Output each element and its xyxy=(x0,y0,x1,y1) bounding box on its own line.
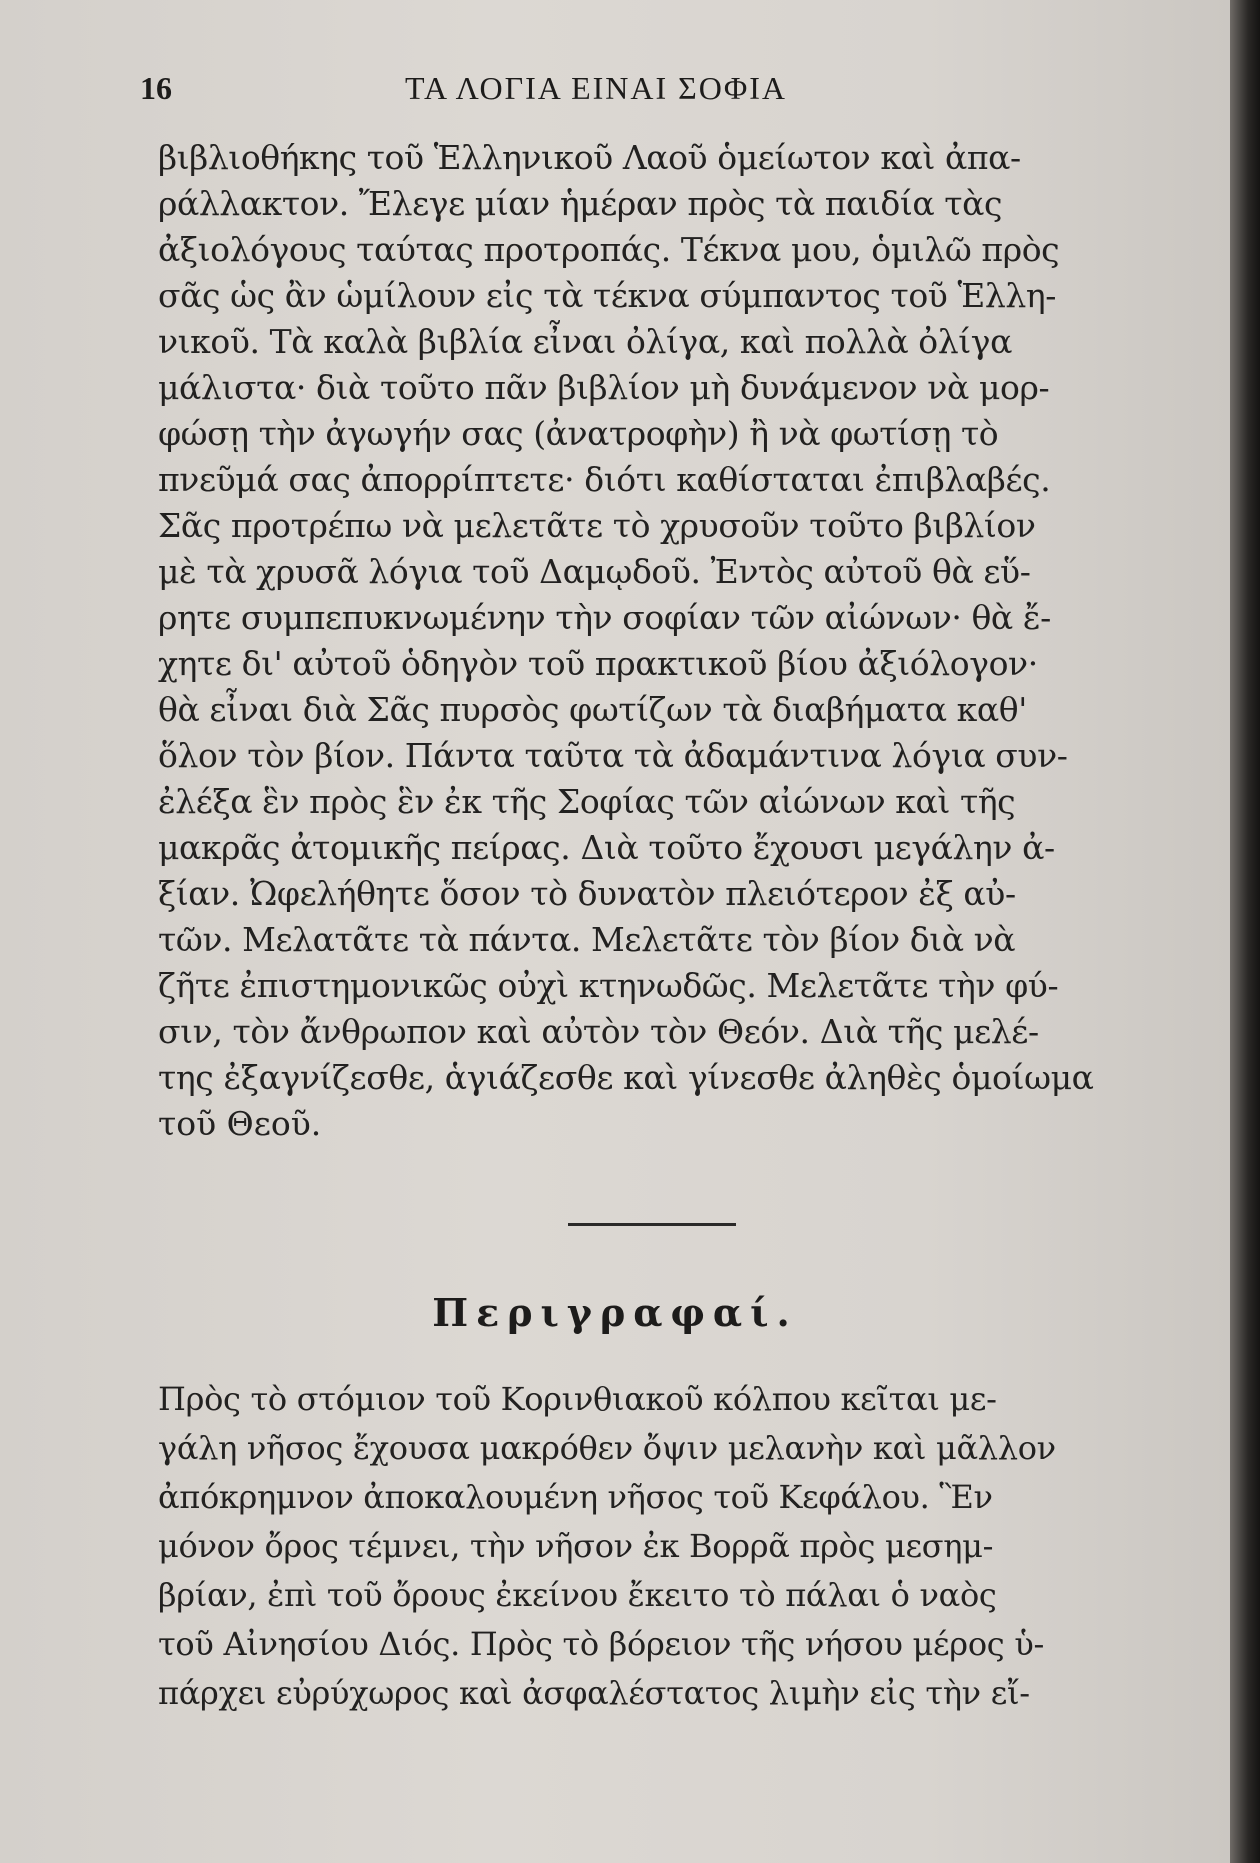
text-line: γάλη νῆσος ἔχουσα μακρόθεν ὄψιν μελανὴν καὶ μᾶλλον xyxy=(158,1429,1056,1467)
body-text xyxy=(158,135,1138,1147)
section-heading: Περιγραφαί. xyxy=(432,1290,798,1335)
text-line: Πρὸς τὸ στόμιον τοῦ Κορινθιακοῦ κόλπου κεῖται με- xyxy=(158,1380,997,1418)
running-head xyxy=(140,70,1140,120)
text-line: πάρχει εὐρύχωρος καὶ ἀσφαλέστατος λιμὴν εἰς τὴν εἴ- xyxy=(158,1674,1030,1712)
text-line: μάλιστα· διὰ τοῦτο πᾶν βιβλίον μὴ δυνάμενον νὰ μορ- xyxy=(158,368,1050,407)
section-text xyxy=(158,1375,1148,1718)
running-title: ΤΑ ΛΟΓΙΑ ΕΙΝΑΙ ΣΟΦΙΑ xyxy=(405,70,788,106)
text-line: νικοῦ. Τὰ καλὰ βιβλία εἶναι ὀλίγα, καὶ πολλὰ ὀλίγα xyxy=(158,322,1012,361)
text-line: Σᾶς προτρέπω νὰ μελετᾶτε τὸ χρυσοῦν τοῦτο βιβλίον xyxy=(158,506,1036,545)
text-line: μὲ τὰ χρυσᾶ λόγια τοῦ Δαμῳδοῦ. Ἐντὸς αὐτοῦ θὰ εὕ- xyxy=(158,552,1031,591)
text-line: της ἐξαγνίζεσθε, ἁγιάζεσθε καὶ γίνεσθε ἀληθὲς ὁμοίωμα xyxy=(158,1058,1094,1097)
text-line: σιν, τὸν ἄνθρωπον καὶ αὐτὸν τὸν Θεόν. Διὰ τῆς μελέ- xyxy=(158,1012,1039,1051)
text-line: φώσῃ τὴν ἀγωγήν σας (ἀνατροφὴν) ἢ νὰ φωτίσῃ τὸ xyxy=(158,414,999,453)
page-number: 16 xyxy=(140,70,172,106)
text-line: τοῦ Θεοῦ. xyxy=(158,1104,322,1143)
text-line: βιβλιοθήκης τοῦ Ἑλληνικοῦ Λαοῦ ὁμείωτον καὶ ἀπα- xyxy=(158,138,1021,177)
text-line: θὰ εἶναι διὰ Σᾶς πυρσὸς φωτίζων τὰ διαβήματα καθ' xyxy=(158,690,1027,729)
text-line: βρίαν, ἐπὶ τοῦ ὄρους ἐκείνου ἔκειτο τὸ πάλαι ὁ ναὸς xyxy=(158,1576,997,1614)
text-line: χητε δι' αὐτοῦ ὁδηγὸν τοῦ πρακτικοῦ βίου ἀξιόλογον· xyxy=(158,644,1038,683)
text-line: ράλλακτον. Ἔλεγε μίαν ἡμέραν πρὸς τὰ παιδία τὰς xyxy=(158,184,1002,223)
text-line: μόνον ὄρος τέμνει, τὴν νῆσον ἐκ Βορρᾶ πρὸς μεσημ- xyxy=(158,1527,994,1565)
section-divider xyxy=(568,1223,736,1226)
text-line: ρητε συμπεπυκνωμένην τὴν σοφίαν τῶν αἰώνων· θὰ ἔ- xyxy=(158,598,1051,637)
text-line: ἀπόκρημνον ἀποκαλουμένη νῆσος τοῦ Κεφάλου. Ἓν xyxy=(158,1478,993,1516)
text-line: ξίαν. Ὠφελήθητε ὅσον τὸ δυνατὸν πλειότερον ἐξ αὐ- xyxy=(158,874,1016,913)
text-line: πνεῦμά σας ἀπορρίπτετε· διότι καθίσταται ἐπιβλαβές. xyxy=(158,460,1051,499)
text-line: ἐλέξα ἓν πρὸς ἓν ἐκ τῆς Σοφίας τῶν αἰώνων καὶ τῆς xyxy=(158,782,1016,821)
text-line: σᾶς ὡς ἂν ὡμίλουν εἰς τὰ τέκνα σύμπαντος τοῦ Ἑλλη- xyxy=(158,276,1056,315)
text-line: μακρᾶς ἀτομικῆς πείρας. Διὰ τοῦτο ἔχουσι μεγάλην ἀ- xyxy=(158,828,1055,867)
text-line: τῶν. Μελατᾶτε τὰ πάντα. Μελετᾶτε τὸν βίον διὰ νὰ xyxy=(158,920,1016,959)
text-line: τοῦ Αἰνησίου Διός. Πρὸς τὸ βόρειον τῆς νήσου μέρος ὑ- xyxy=(158,1625,1045,1663)
text-line: ἀξιολόγους ταύτας προτροπάς. Τέκνα μου, ὁμιλῶ πρὸς xyxy=(158,230,1060,269)
text-line: ζῆτε ἐπιστημονικῶς οὐχὶ κτηνωδῶς. Μελετᾶτε τὴν φύ- xyxy=(158,966,1059,1005)
text-line: ὅλον τὸν βίον. Πάντα ταῦτα τὰ ἀδαμάντινα λόγια συν- xyxy=(158,736,1068,775)
book-binding-edge xyxy=(1230,0,1260,1863)
